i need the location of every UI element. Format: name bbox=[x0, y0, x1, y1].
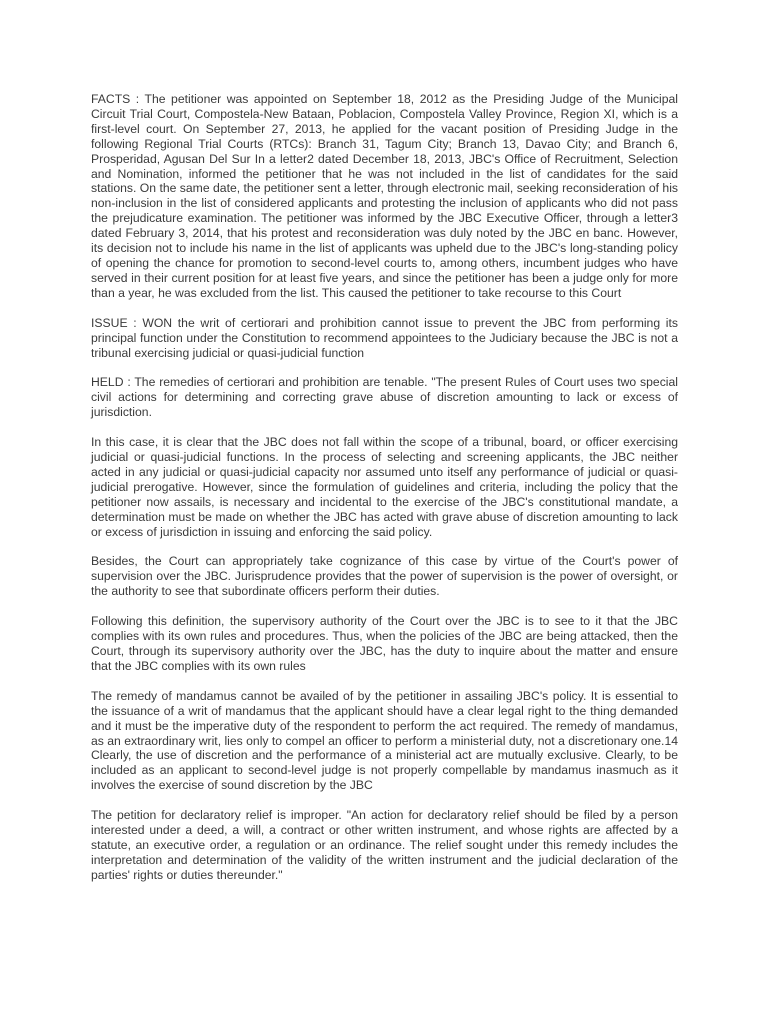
supervision-paragraph: Besides, the Court can appropriately take cognizance of this case by virtue of the Court's power of supervision over the JBC. Jurisprudence provides that the power of supervision is the power of oversight, or the authority to see that subordinate officers perform their duties. bbox=[91, 554, 678, 599]
document-body bbox=[91, 92, 678, 898]
declaratory-relief-paragraph: The petition for declaratory relief is improper. "An action for declaratory relief should be filed by a person interested under a deed, a will, a contract or other written instrument, and whose rights are affected by a statute, an executive order, a regulation or an ordinance. The relief sought under this remedy includes the interpretation and determination of the validity of the written instrument and the judicial declaration of the parties' rights or duties thereunder." bbox=[91, 808, 678, 882]
facts-paragraph: FACTS : The petitioner was appointed on September 18, 2012 as the Presiding Judge of the Municipal Circuit Trial Court, Compostela-New Bataan, Poblacion, Compostela Valley Province, Region XI, which is a first-level court. On September 27, 2013, he applied for the vacant position of Presiding Judge in the following Regional Trial Courts (RTCs): Branch 31, Tagum City; Branch 13, Davao City; and Branch 6, Prosperidad, Agusan Del Sur In a letter2 dated December 18, 2013, JBC's Office of Recruitment, Selection and Nomination, informed the petitioner that he was not included in the list of candidates for the said stations. On the same date, the petitioner sent a letter, through electronic mail, seeking reconsideration of his non-inclusion in the list of considered applicants and protesting the inclusion of applicants who did not pass the prejudicature examination. The petitioner was informed by the JBC Executive Officer, through a letter3 dated February 3, 2014, that his protest and reconsideration was duly noted by the JBC en banc. However, its decision not to include his name in the list of applicants was upheld due to the JBC's long-standing policy of opening the chance for promotion to second-level courts to, among others, incumbent judges who have served in their current position for at least five years, and since the petitioner has been a judge only for more than a year, he was excluded from the list. This caused the petitioner to take recourse to this Court bbox=[91, 92, 678, 300]
issue-paragraph: ISSUE : WON the writ of certiorari and prohibition cannot issue to prevent the JBC from performing its principal function under the Constitution to recommend appointees to the Judiciary because the JBC is not a tribunal exercising judicial or quasi-judicial function bbox=[91, 315, 678, 360]
supervisory-authority-paragraph: Following this definition, the supervisory authority of the Court over the JBC is to see to it that the JBC complies with its own rules and procedures. Thus, when the policies of the JBC are being attacked, then the Court, through its supervisory authority over the JBC, has the duty to inquire about the matter and ensure that the JBC complies with its own rules bbox=[91, 614, 678, 673]
jbc-scope-paragraph: In this case, it is clear that the JBC does not fall within the scope of a tribunal, board, or officer exercising judicial or quasi-judicial functions. In the process of selecting and screening applicants, the JBC neither acted in any judicial or quasi-judicial capacity nor assumed unto itself any performance of judicial or quasi-judicial prerogative. However, since the formulation of guidelines and criteria, including the policy that the petitioner now assails, is necessary and incidental to the exercise of the JBC's constitutional mandate, a determination must be made on whether the JBC has acted with grave abuse of discretion amounting to lack or excess of jurisdiction in issuing and enforcing the said policy. bbox=[91, 435, 678, 539]
held-paragraph: HELD : The remedies of certiorari and prohibition are tenable. "The present Rules of Court uses two special civil actions for determining and correcting grave abuse of discretion amounting to lack or excess of jurisdiction. bbox=[91, 375, 678, 420]
mandamus-paragraph: The remedy of mandamus cannot be availed of by the petitioner in assailing JBC's policy. It is essential to the issuance of a writ of mandamus that the applicant should have a clear legal right to the thing demanded and it must be the imperative duty of the respondent to perform the act required. The remedy of mandamus, as an extraordinary writ, lies only to compel an officer to perform a ministerial duty, not a discretionary one.14 Clearly, the use of discretion and the performance of a ministerial act are mutually exclusive. Clearly, to be included as an applicant to second-level judge is not properly compellable by mandamus inasmuch as it involves the exercise of sound discretion by the JBC bbox=[91, 688, 678, 793]
